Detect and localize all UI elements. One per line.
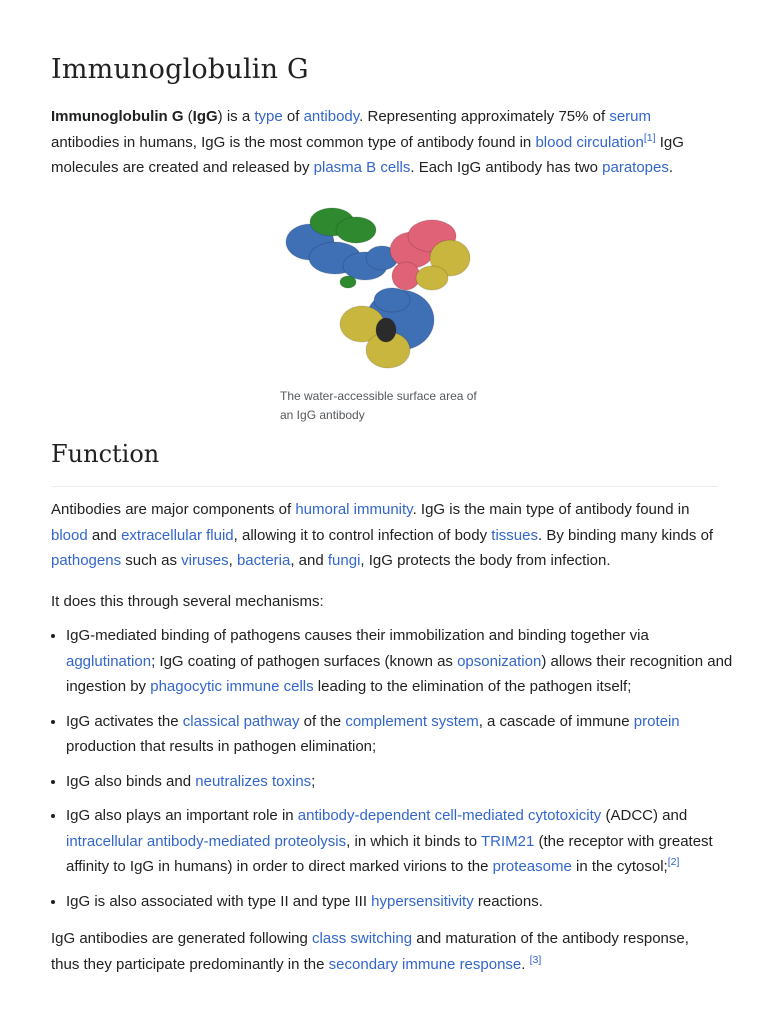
text: IgG molecules are created and released by xyxy=(51,133,684,176)
text: such as xyxy=(121,552,182,569)
link-antibody[interactable]: antibody xyxy=(303,108,360,125)
text: , IgG protects the body from infection. xyxy=(360,552,611,569)
link-paratopes[interactable]: paratopes xyxy=(602,159,669,176)
protein-domain-blob xyxy=(416,266,448,290)
text: of xyxy=(282,108,304,125)
protein-domain-blob xyxy=(340,276,356,288)
text: . xyxy=(521,955,530,973)
text: . Each IgG antibody has two xyxy=(410,159,603,176)
section-divider xyxy=(51,486,718,487)
text: IgG activates the xyxy=(66,712,183,730)
link-bacteria[interactable]: bacteria xyxy=(236,552,291,569)
text: ; xyxy=(311,772,316,790)
figure-caption: The water-accessible surface area of an IgG antibody xyxy=(280,389,477,422)
link-class-switching[interactable]: class switching xyxy=(312,930,413,947)
mechanisms-intro: It does this through several mechanisms: xyxy=(51,593,324,610)
mechanisms-list xyxy=(51,623,738,923)
igg-structure-image[interactable] xyxy=(280,200,490,376)
list-item xyxy=(66,769,738,795)
protein-domain-blob xyxy=(374,288,410,312)
text: IgG antibodies are generated following xyxy=(51,930,313,947)
link-blood[interactable]: blood xyxy=(51,526,88,544)
text: , xyxy=(228,552,237,569)
link-trim21[interactable]: TRIM21 xyxy=(480,832,535,850)
link-proteasome[interactable]: proteasome xyxy=(492,858,572,875)
text: production that results in pathogen elimination; xyxy=(66,738,377,755)
text: leading to the elimination of the pathogen itself; xyxy=(313,678,632,695)
list-item xyxy=(66,709,738,760)
text: of the xyxy=(299,712,346,730)
text: . Representing approximately 75% of xyxy=(359,108,610,125)
link-opsonization[interactable]: opsonization xyxy=(457,652,542,670)
list-item xyxy=(66,889,738,915)
list-item xyxy=(66,803,738,880)
bold-abbrev: IgG xyxy=(192,108,218,125)
protein-domain-blob xyxy=(376,318,396,342)
antibody-figure xyxy=(280,200,490,425)
text: IgG also binds and xyxy=(66,772,196,790)
text: reactions. xyxy=(473,892,543,910)
link-classical-pathway[interactable]: classical pathway xyxy=(182,712,300,730)
text: ( xyxy=(183,108,193,125)
text: , and xyxy=(290,552,328,569)
link-type[interactable]: type xyxy=(254,108,283,125)
citation-2[interactable]: [2] xyxy=(667,856,680,868)
link-secondary-immune-response[interactable]: secondary immune response xyxy=(328,955,522,973)
text: and maturation of the antibody response, thus they participate predominantly in the xyxy=(51,930,689,973)
list-item xyxy=(66,623,738,700)
link-protein[interactable]: protein xyxy=(633,712,680,730)
link-plasma-b-cells[interactable]: plasma B cells xyxy=(313,159,411,176)
text: and xyxy=(87,526,122,544)
link-blood-circulation[interactable]: blood circulation xyxy=(535,133,644,151)
link-viruses[interactable]: viruses xyxy=(181,552,229,569)
text: in the cytosol; xyxy=(571,858,668,875)
text: ) allows their recognition and ingestion by xyxy=(66,652,733,695)
link-intracellular-proteolysis[interactable]: intracellular antibody-mediated proteolysis xyxy=(66,832,347,850)
citation-1[interactable]: [1] xyxy=(643,131,656,144)
link-hypersensitivity[interactable]: hypersensitivity xyxy=(371,892,474,910)
link-tissues[interactable]: tissues xyxy=(491,526,538,544)
link-agglutination[interactable]: agglutination xyxy=(66,652,152,670)
text: . By binding many kinds of xyxy=(537,526,714,544)
link-neutralizes-toxins[interactable]: neutralizes toxins xyxy=(195,772,312,790)
text: IgG also plays an important role in xyxy=(66,807,298,824)
text: (ADCC) and xyxy=(601,807,688,824)
link-serum[interactable]: serum xyxy=(609,108,651,125)
text: . xyxy=(668,159,674,176)
link-phagocytic-immune-cells[interactable]: phagocytic immune cells xyxy=(150,678,314,695)
text: , allowing it to control infection of body xyxy=(233,526,492,544)
bold-term: Immunoglobulin G xyxy=(51,108,184,125)
section-heading-function: Function xyxy=(51,440,160,468)
text: ) is a xyxy=(217,108,255,125)
citation-3[interactable]: [3] xyxy=(529,953,542,966)
link-extracellular-fluid[interactable]: extracellular fluid xyxy=(121,526,234,544)
link-pathogens[interactable]: pathogens xyxy=(51,552,122,569)
text: Antibodies are major components of xyxy=(51,501,296,518)
link-fungi[interactable]: fungi xyxy=(327,552,361,569)
text: , a cascade of immune xyxy=(478,712,634,730)
fc-region xyxy=(340,288,434,368)
closing-paragraph xyxy=(51,926,721,977)
link-humoral-immunity[interactable]: humoral immunity xyxy=(295,501,413,518)
intro-paragraph xyxy=(51,104,721,181)
text: IgG-mediated binding of pathogens causes their immobilization and binding together via xyxy=(66,627,649,644)
protein-domain-blob xyxy=(336,217,376,243)
text: IgG is also associated with type II and type III xyxy=(66,892,372,910)
link-complement-system[interactable]: complement system xyxy=(345,712,479,730)
text: ; IgG coating of pathogen surfaces (known as xyxy=(151,652,458,670)
page-title: Immunoglobulin G xyxy=(51,54,309,85)
link-adcc[interactable]: antibody-dependent cell-mediated cytotoxicity xyxy=(297,807,602,824)
text: (the receptor with greatest affinity to IgG in humans) in order to direct marked virions to the xyxy=(66,832,713,875)
text: antibodies in humans, IgG is the most common type of antibody found in xyxy=(51,133,536,151)
function-paragraph xyxy=(51,497,721,574)
text: . IgG is the main type of antibody found in xyxy=(412,501,690,518)
text: , in which it binds to xyxy=(346,832,481,850)
